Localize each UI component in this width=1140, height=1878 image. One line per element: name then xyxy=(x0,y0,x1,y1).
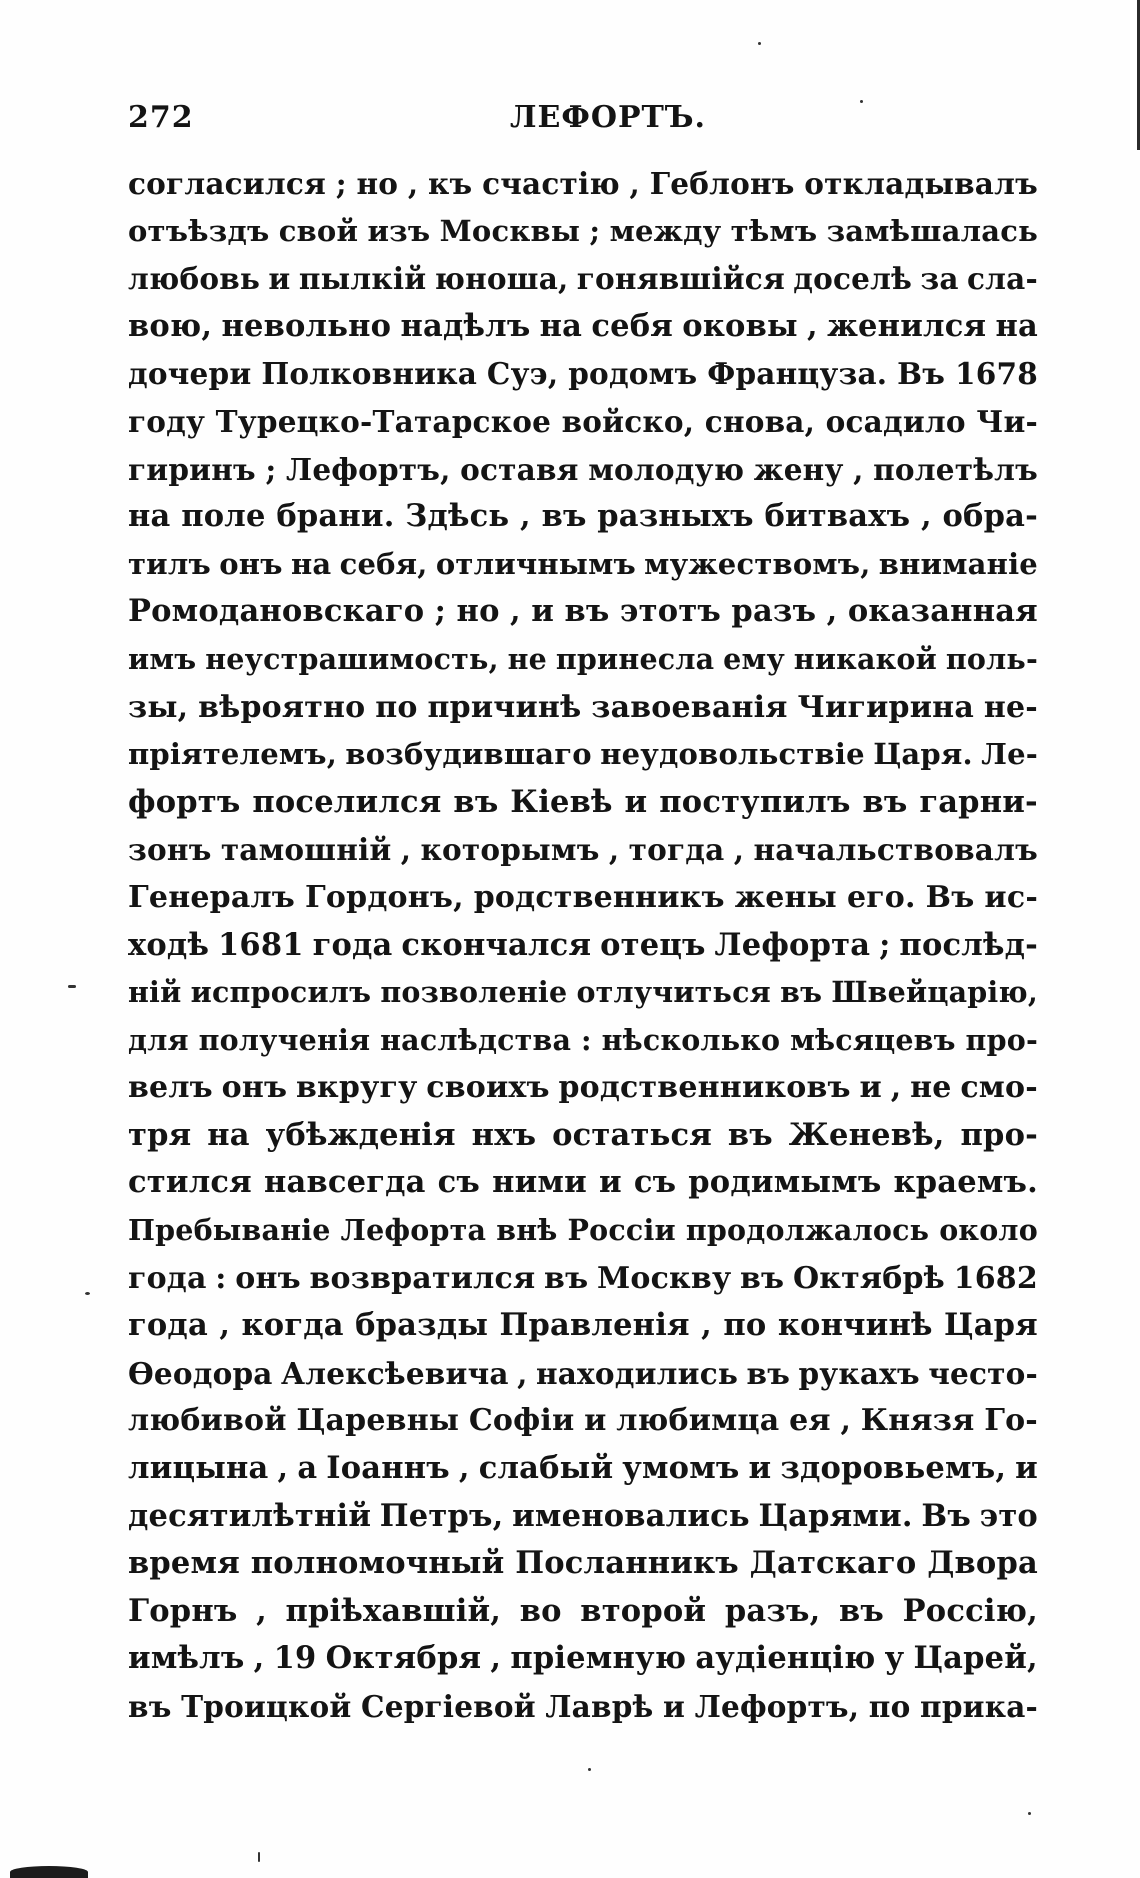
text-line: фортъ поселился въ Кіевѣ и поступилъ въ гарни- xyxy=(128,783,1038,820)
print-speck xyxy=(588,1768,591,1771)
text-line: зы, вѣроятно по причинѣ завоеванія Чигирина не- xyxy=(128,689,1038,725)
running-title: ЛЕФОРТЪ. xyxy=(509,100,706,135)
text-line: зонъ тамошній , которымъ , тогда , начальствовалъ xyxy=(128,832,1038,868)
text-line: любивой Царевны Софіи и любимца ея , Князя Го- xyxy=(128,1403,1038,1439)
page-number: 272 xyxy=(128,100,194,135)
text-line: Горнъ , пріѣхавшій, во второй разъ, въ Россію, xyxy=(128,1592,1038,1629)
text-line: на поле брани. Здѣсь , въ разныхъ битвахъ , обра- xyxy=(128,498,1038,535)
text-line: Пребываніе Лефорта внѣ Россіи продолжалось около xyxy=(128,1213,1038,1248)
text-line: ній испросилъ позволеніе отлучиться въ Швейцарію, xyxy=(128,975,1038,1010)
body-text xyxy=(128,160,1038,1731)
text-line: гиринъ ; Лефортъ, оставя молодую жену , полетѣлъ xyxy=(128,451,1038,487)
text-line: отъѣздъ свой изъ Москвы ; между тѣмъ замѣшалась xyxy=(128,213,1038,248)
print-speck xyxy=(1028,1812,1031,1815)
text-line: имѣлъ , 19 Октября , пріемную аудіенцію у Царей, xyxy=(128,1640,1038,1677)
print-speck xyxy=(758,42,761,45)
text-line: согласился ; но , къ счастію , Геблонъ откладывалъ xyxy=(128,166,1038,201)
page-header xyxy=(128,100,1018,144)
text-line: время полномочный Посланникъ Датскаго Двора xyxy=(128,1545,1038,1582)
text-line: велъ онъ вкругу своихъ родственниковъ и , не смо- xyxy=(128,1070,1038,1106)
text-line: дочери Полковника Суэ, родомъ Француза. Въ 1678 xyxy=(128,356,1038,392)
text-line: года , когда бразды Правленія , по кончинѣ Царя xyxy=(128,1307,1038,1344)
text-line: стился навсегда съ ними и съ родимымъ краемъ. xyxy=(128,1164,1038,1201)
text-line: Ѳеодора Алексѣевича , находились въ рукахъ често- xyxy=(128,1355,1038,1391)
text-line: года : онъ возвратился въ Москву въ Октябрѣ 1682 xyxy=(128,1260,1038,1296)
text-line: вою, невольно надѣлъ на себя оковы , женился на xyxy=(128,307,1038,344)
text-line: тилъ онъ на себя, отличнымъ мужествомъ, вниманіе xyxy=(128,546,1038,581)
text-line: десятилѣтній Петръ, именовались Царями. Въ это xyxy=(128,1497,1038,1534)
text-line: году Турецко-Татарское войско, снова, осадило Чи- xyxy=(128,403,1038,439)
text-line: въ Троицкой Сергіевой Лаврѣ и Лефортъ, по прика- xyxy=(128,1689,1038,1724)
print-speck xyxy=(860,100,863,103)
text-line: ходѣ 1681 года скончался отецъ Лефорта ; послѣд- xyxy=(128,926,1038,963)
text-line: имъ неустрашимость, не принесла ему никакой поль- xyxy=(128,641,1038,676)
text-line: Ромодановскаго ; но , и въ этотъ разъ , оказанная xyxy=(128,593,1038,630)
text-line: пріятелемъ, возбудившаго неудовольствіе Царя. Ле- xyxy=(128,737,1038,772)
print-speck xyxy=(68,985,76,988)
text-line: лицына , а Іоаннъ , слабый умомъ и здоровьемъ, и xyxy=(128,1450,1038,1487)
text-line: для полученія наслѣдства : нѣсколько мѣсяцевъ про- xyxy=(128,1022,1038,1057)
print-speck xyxy=(85,1292,90,1295)
text-line: тря на убѣжденія нхъ остаться въ Женевѣ, про- xyxy=(128,1116,1038,1153)
text-line: любовь и пылкій юноша, гонявшійся доселѣ за сла- xyxy=(128,261,1038,297)
text-line: Генералъ Гордонъ, родственникъ жены его. Въ ис- xyxy=(128,879,1038,915)
print-speck xyxy=(258,1852,260,1862)
scan-smudge xyxy=(10,1866,88,1878)
